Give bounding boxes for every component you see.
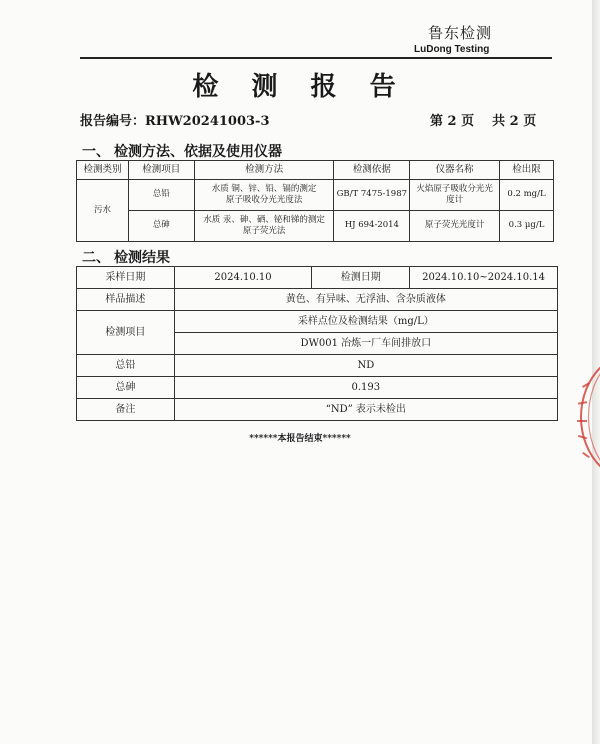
section-1-title: 检测方法、依据及使用仪器 <box>114 144 282 160</box>
instrument-line: 火焰原子吸收分光光 <box>416 183 493 194</box>
header-cell: 检测类别 <box>77 161 129 180</box>
section-1-heading <box>82 141 282 161</box>
section-2-heading <box>82 247 170 267</box>
header-cell: 检出限 <box>500 161 554 180</box>
instrument-line: 度计 <box>446 195 464 205</box>
basis-cell: GB/T 7475-1987 <box>334 180 410 211</box>
item-cell: 总铅 <box>128 180 194 211</box>
method-line: 水质 汞、砷、硒、铋和锑的测定 <box>203 214 325 225</box>
header-cell: 检测依据 <box>334 161 410 180</box>
table-row <box>77 311 558 333</box>
section-1-number: 一、 <box>82 144 110 160</box>
brand-name-cn: 鲁东检测 <box>428 24 493 42</box>
header-divider <box>80 57 552 59</box>
seal-stamp-icon <box>568 362 600 472</box>
table-row <box>77 355 558 377</box>
result-value: ND <box>174 355 557 377</box>
table-row <box>77 211 554 242</box>
page-current: 第 2 页 <box>430 114 475 129</box>
report-number: 报告编号：RHW20241003-3 <box>80 114 270 129</box>
table-row <box>77 289 558 311</box>
category-cell: 污水 <box>77 180 129 242</box>
result-header: 采样点位及检测结果（mg/L） <box>174 311 557 333</box>
result-item: 总砷 <box>77 377 175 399</box>
table-row <box>77 180 554 211</box>
instrument-cell: 原子荧光光度计 <box>410 211 500 242</box>
brand-name-en: LuDong Testing <box>414 44 490 55</box>
sampling-date-label: 采样日期 <box>77 267 175 289</box>
sample-desc-value: 黄色、有异味、无浮油、含杂质液体 <box>174 289 557 311</box>
method-line: 原子吸收分光光度法 <box>225 195 303 205</box>
note-value: “ND” 表示未检出 <box>174 399 557 421</box>
test-date-value: 2024.10.10~2024.10.14 <box>410 267 558 289</box>
section-2-title: 检测结果 <box>114 250 170 266</box>
report-title: 检 测 报 告 <box>192 72 408 102</box>
instrument-cell <box>410 180 500 211</box>
item-label: 检测项目 <box>77 311 175 355</box>
results-table <box>76 266 558 421</box>
sampling-date-value: 2024.10.10 <box>174 267 312 289</box>
table-row <box>77 377 558 399</box>
method-line: 原子荧光法 <box>242 226 286 236</box>
header-cell: 检测方法 <box>194 161 334 180</box>
result-item: 总铅 <box>77 355 175 377</box>
header-cell: 仪器名称 <box>410 161 500 180</box>
header-cell: 检测项目 <box>128 161 194 180</box>
sampling-point: DW001 冶炼一厂车间排放口 <box>174 333 557 355</box>
report-end-marker: ******本报告结束****** <box>249 434 351 444</box>
basis-cell: HJ 694-2014 <box>334 211 410 242</box>
method-line: 水质 铜、锌、铅、镉的测定 <box>211 183 317 194</box>
methods-table <box>76 160 554 242</box>
limit-cell: 0.2 mg/L <box>500 180 554 211</box>
test-date-label: 检测日期 <box>312 267 410 289</box>
sample-desc-label: 样品描述 <box>77 289 175 311</box>
method-cell <box>194 211 334 242</box>
limit-cell: 0.3 μg/L <box>500 211 554 242</box>
page-total: 共 2 页 <box>492 114 537 129</box>
result-value: 0.193 <box>174 377 557 399</box>
item-cell: 总砷 <box>128 211 194 242</box>
table-row <box>77 399 558 421</box>
table-row <box>77 267 558 289</box>
note-label: 备注 <box>77 399 175 421</box>
section-2-number: 二、 <box>82 250 110 266</box>
page-number <box>430 110 554 129</box>
methods-table-header <box>77 161 554 180</box>
method-cell <box>194 180 334 211</box>
